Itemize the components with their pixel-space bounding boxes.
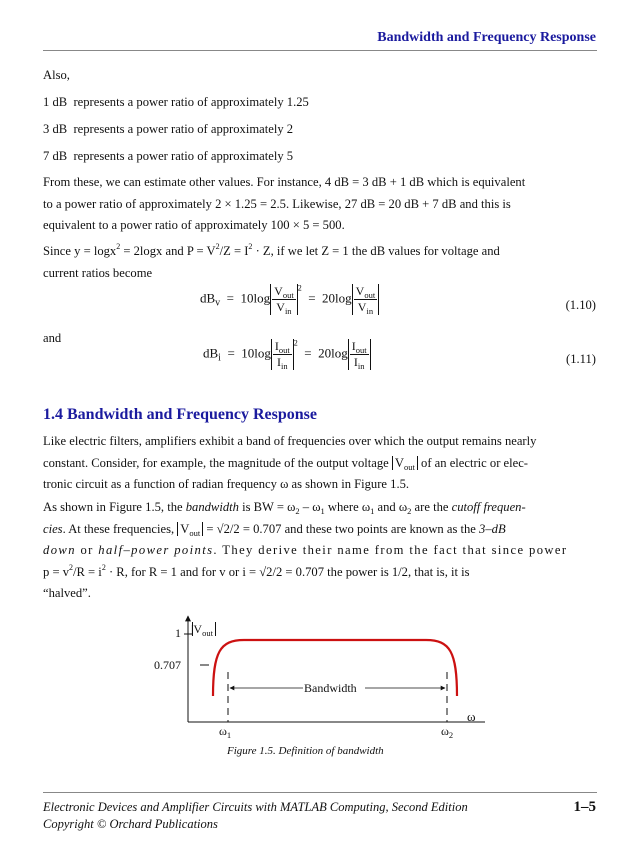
math-inline: 2 × 1.25 = 2.5 — [215, 196, 286, 211]
math-inline: 1/2 — [391, 564, 408, 579]
math-inline: $P = V^2/Z = I^2 \cdot Z$ — [186, 242, 271, 258]
value: 0.707 — [253, 521, 282, 536]
math-inline: v or i = √2/2 = 0.707 — [219, 564, 325, 579]
text-run: constant. Consider, for example, the magnitude of the output voltage — [43, 455, 392, 470]
text-run: . At these frequencies, — [62, 521, 178, 536]
eq-subscript: i — [218, 352, 221, 364]
section-title: Bandwidth and Frequency Response — [67, 406, 317, 423]
sub: out — [282, 290, 294, 300]
equation-1-11 — [203, 339, 371, 370]
w1-sub: 1 — [226, 730, 232, 740]
x-axis-label: ω — [467, 709, 476, 724]
paragraph-bandwidth — [43, 497, 597, 605]
db-value: 1 dB — [43, 95, 68, 109]
eq-term: 10log — [240, 290, 271, 306]
y-label-text: |V — [191, 622, 203, 636]
text-run: . They derive their name from the fact that since power — [213, 543, 568, 557]
equation-1-10 — [200, 284, 379, 315]
sub: out — [355, 345, 367, 355]
italic-term: 3–dB — [479, 521, 506, 536]
italic-term: bandwidth — [185, 500, 239, 514]
db-value: 7 dB — [43, 149, 68, 163]
sub: in — [284, 306, 292, 316]
y-tick-label: 1 — [175, 626, 181, 640]
eq-sign: = — [226, 290, 235, 306]
eq-subscript: v — [215, 297, 221, 309]
numerator: V — [355, 284, 365, 298]
db-list-item — [43, 122, 293, 137]
running-header: Bandwidth and Frequency Response — [377, 30, 596, 45]
text-run: and — [374, 500, 399, 514]
abs-fraction — [352, 284, 380, 315]
text-run: are the — [411, 500, 452, 514]
denominator: I — [277, 355, 282, 369]
db-list-item — [43, 95, 309, 110]
equation-number: (1.10) — [565, 298, 596, 312]
math-inline: y = logx$^2$ = 2logx — [74, 242, 163, 258]
eq-label: dB — [203, 345, 219, 361]
header-rule — [43, 50, 597, 51]
math-inline: Z = 1 — [321, 244, 349, 258]
italic-term: down — [43, 543, 76, 557]
text-run: and this is — [456, 196, 511, 211]
intro-text: Also, — [43, 68, 70, 82]
paragraph-since: Since y = logx$^2$ = 2logx and $P = V^2/Z = I^2 \cdot Z$, if we let Z = 1 the dB values for voltage and current ratios become — [43, 242, 500, 280]
numerator: I — [274, 339, 279, 353]
exponent: 2 — [293, 338, 298, 348]
italic-term: cutoff frequen- — [451, 500, 526, 514]
denominator: V — [357, 300, 367, 314]
page-number: 1–5 — [573, 799, 596, 815]
math-inline: $V_{out}$ — [392, 456, 418, 470]
text-run: of an electric or elec- — [417, 455, 528, 470]
w1-text: ω — [219, 724, 227, 738]
text-run: values for voltage and — [385, 244, 500, 258]
text-run: Since — [43, 244, 75, 258]
db-description: represents a power ratio of approximately 5 — [73, 149, 294, 163]
text-run: is — [238, 500, 254, 514]
and-text: and — [43, 331, 62, 345]
text-run: , for — [124, 564, 149, 579]
w2-text: ω — [441, 724, 449, 738]
text-run: . — [341, 218, 345, 232]
math-inline: $p = v^2/R = i^2 \cdot R$ — [43, 562, 125, 579]
math-inline: $V_{out} = √2/2 = 0.707$ — [177, 522, 281, 536]
db-description: represents a power ratio of approximately 1.25 — [73, 95, 309, 109]
y-mark-label: 0.707 — [154, 658, 181, 672]
math-inline: $\omega_2$ — [398, 500, 412, 516]
denominator: I — [353, 355, 358, 369]
bandwidth-label: Bandwidth — [304, 681, 357, 695]
eq-term: 20log — [322, 290, 352, 306]
sub: out — [364, 290, 376, 300]
eq-term: 10log — [241, 345, 271, 361]
text-run: the power is — [324, 564, 392, 579]
footer-book-title: Electronic Devices and Amplifier Circuits with MATLAB Computing, Second Edition — [43, 800, 468, 814]
text-run: tronic circuit as a function of radian frequency ω as shown in Figure 1.5. — [43, 477, 410, 491]
text-run: equivalent to a power ratio of approximately — [43, 218, 271, 232]
numerator: V — [274, 284, 283, 298]
text-run: where — [324, 500, 362, 514]
exponent: 2 — [297, 283, 302, 293]
text-run: the — [348, 244, 371, 258]
sub: out — [278, 345, 290, 355]
text-run: and for — [176, 564, 220, 579]
math-inline: BW = $\omega_2 - \omega_1$ — [253, 500, 325, 516]
eq-sign: = — [304, 345, 312, 361]
math-inline: R = 1 — [148, 564, 177, 579]
paragraph-filters — [43, 431, 597, 496]
w1-label — [219, 724, 231, 739]
text-run: and these two points are known as the — [281, 521, 480, 536]
db-description: represents a power ratio of approximately 2 — [73, 122, 294, 136]
db-list-item — [43, 149, 293, 164]
footer-rule — [43, 792, 597, 793]
footer-copyright: Copyright © Orchard Publications — [43, 817, 218, 831]
y-axis-label — [192, 622, 216, 637]
abs-fraction — [271, 339, 294, 370]
db-value: 3 dB — [43, 122, 68, 136]
eq-label: dB — [200, 290, 216, 306]
sub: in — [366, 306, 374, 316]
math-inline: $\omega_1$ — [361, 500, 375, 516]
text-run: current ratios become — [43, 265, 153, 280]
eq-sign: = — [227, 345, 235, 361]
text-run: “halved”. — [43, 586, 91, 600]
italic-term: half–power points — [98, 543, 214, 557]
math-inline: 27 dB = 20 dB + 7 dB — [344, 196, 457, 211]
text-run: From these, we can estimate other values. For instance, — [43, 175, 325, 189]
paragraph-estimates — [43, 172, 597, 237]
text-run: , that is, it is — [407, 564, 470, 579]
text-run: which is equivalent — [424, 175, 526, 189]
text-run: . Likewise, — [285, 196, 345, 211]
math-inline: 4 dB = 3 dB + 1 dB — [324, 175, 425, 189]
eq-term: 20log — [318, 345, 348, 361]
numerator: I — [351, 339, 356, 353]
abs-fraction — [348, 339, 371, 370]
text-run: to a power ratio of approximately — [43, 196, 216, 211]
eq-sign: = — [308, 290, 316, 306]
text-run: As shown in Figure 1.5, the — [43, 500, 186, 514]
denominator: V — [276, 300, 285, 314]
sub: in — [357, 361, 365, 371]
text-run: , if we let — [270, 244, 322, 258]
w2-sub: 2 — [448, 730, 454, 740]
y-label-sub: out — [202, 628, 213, 638]
italic-term: cies — [43, 521, 63, 536]
figure-caption: Figure 1.5. Definition of bandwidth — [227, 745, 384, 757]
w2-label — [441, 724, 453, 739]
section-heading — [43, 406, 317, 424]
abs-fraction — [270, 284, 298, 315]
math-inline: 100 × 5 = 500 — [270, 218, 342, 232]
math-inline: dB — [370, 244, 386, 258]
sub: in — [281, 361, 288, 371]
section-number: 1.4 — [43, 406, 63, 423]
text-run: or — [75, 543, 99, 557]
equation-number: (1.11) — [566, 352, 596, 366]
text-run: Like electric filters, amplifiers exhibit a band of frequencies over which the output remains nearly — [43, 434, 537, 448]
